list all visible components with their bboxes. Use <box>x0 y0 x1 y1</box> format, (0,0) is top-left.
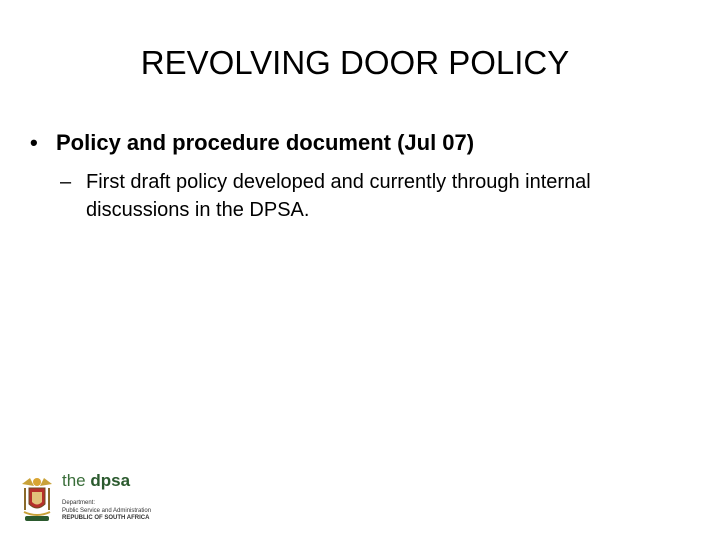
bullet-item <box>30 126 690 160</box>
logo-brand <box>62 470 151 492</box>
bullet-marker: • <box>30 130 38 155</box>
slide-title: REVOLVING DOOR POLICY <box>140 44 570 81</box>
logo-country: REPUBLIC OF SOUTH AFRICA <box>62 515 150 521</box>
sub-bullet-item <box>60 168 660 224</box>
bullet-text: Policy and procedure document (Jul 07) <box>56 130 475 155</box>
sub-bullet-marker: – <box>60 171 72 193</box>
logo-department-name: Public Service and Administration <box>62 507 152 514</box>
logo-brand-name: dpsa <box>90 471 131 490</box>
logo-brand-the: the <box>62 471 86 490</box>
logo-text <box>62 470 151 523</box>
logo-department-label: Department: <box>62 500 96 506</box>
coat-of-arms-icon <box>18 474 56 524</box>
dpsa-logo <box>18 470 178 530</box>
sub-bullet-text: First draft policy developed and currently through internal discussions in the DPSA. <box>86 171 591 221</box>
